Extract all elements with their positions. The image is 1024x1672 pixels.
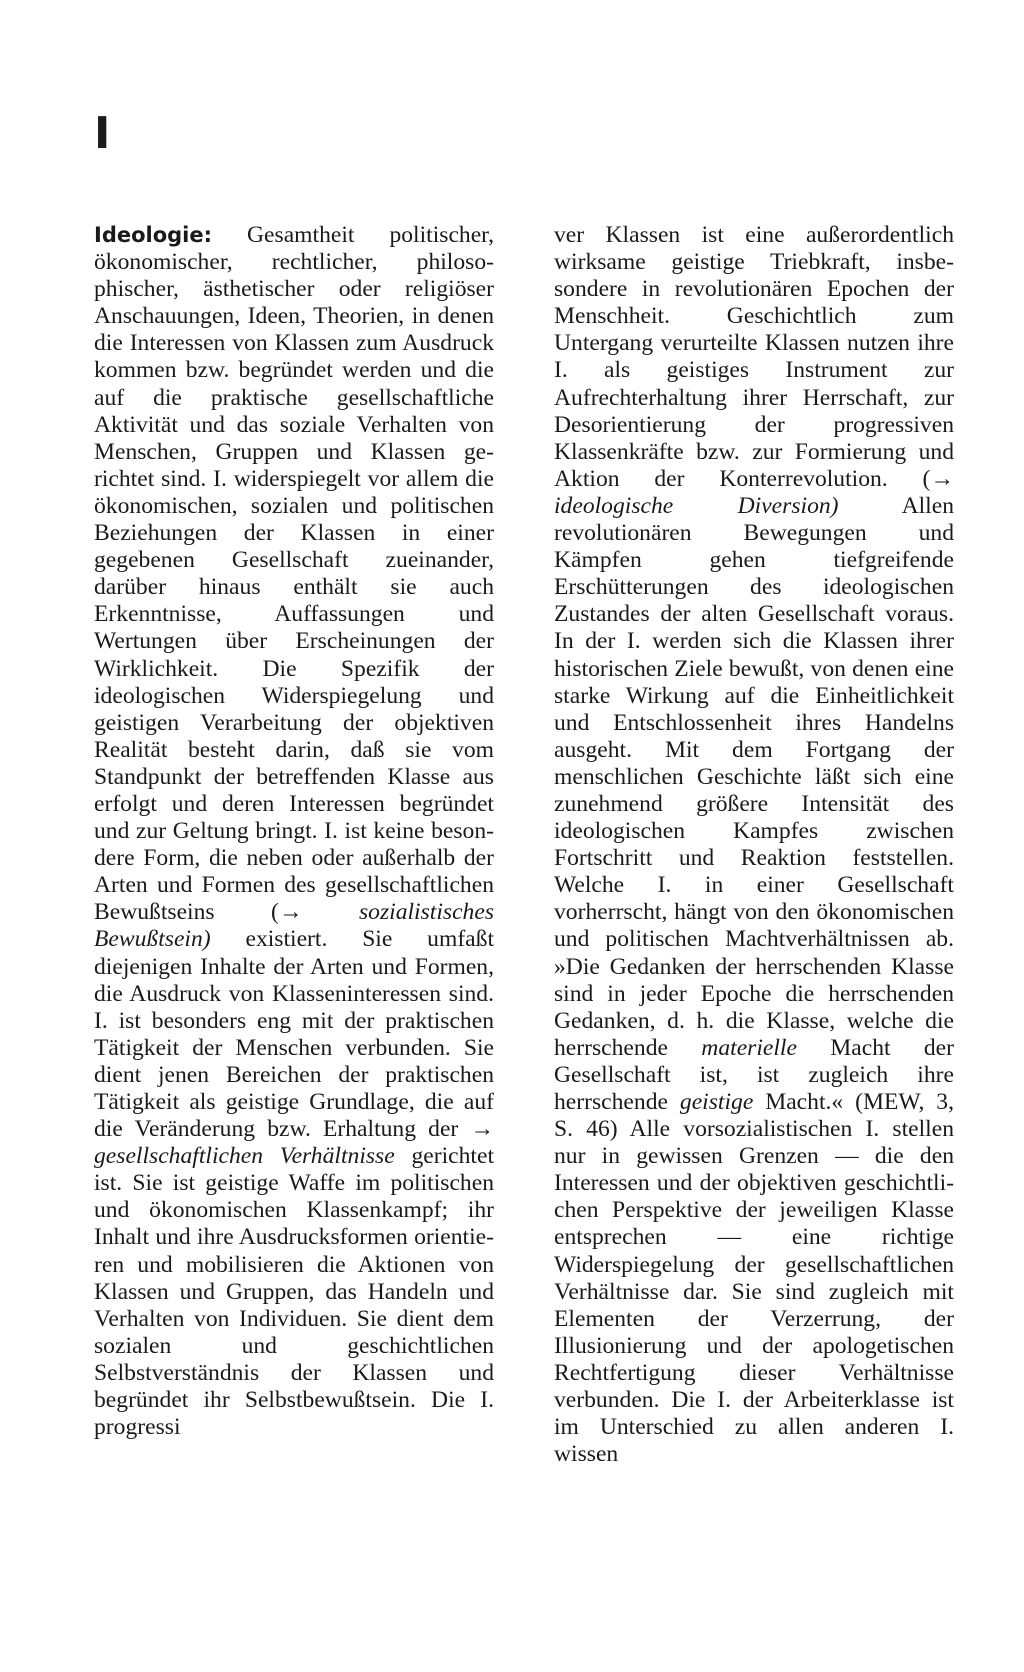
cross-reference-arrow-icon: → — [930, 465, 954, 492]
text-segment: Macht.« (MEW, 3, S. 46) Alle vorsozialistischen I. stellen nur in gewissen Grenzen — die den Interessen und der objektiven geschichtlichen Perspektive der jeweiligen Klasse entsprechen — eine richtige Widerspiegelung der gesellschaftlichen Verhältnisse dar. Sie sind zugleich mit Elementen der Verzerrung, der Illusionierung und der apologetischen Rechtfertigung dieser Verhältnisse verbunden. Die I. der Arbeiterklasse ist im Unterschied zu allen anderen I. wissen — [554, 1089, 954, 1468]
text-segment: Allen revolutionären Bewegungen und Kämpfen gehen tiefgreifende Erschütterungen des ideologischen Zustandes der alten Gesellschaft voraus. In der I. werden sich die Klassen ihrer historischen Ziele bewußt, von denen eine starke Wirkung auf die Einheitlichkeit und Entschlossenheit ihres Handelns ausgeht. Mit dem Fortgang der menschlichen Geschichte läßt sich eine zunehmend größere Intensität des ideologischen Kampfes zwischen Fortschritt und Reaktion feststellen. Welche I. in einer Gesellschaft vorherrscht, hängt von den ökonomischen und politischen Machtverhältnissen ab. »Die Gedanken der herrschenden Klasse sind in jeder Epoche die herrschenden Gedanken, d. h. die Klasse, welche die herrschende — [554, 492, 954, 1061]
text-segment: Macht der Gesellschaft ist, ist zugleich ihre herrschende — [554, 1034, 954, 1115]
text-columns — [94, 222, 954, 1468]
cross-reference[interactable]: sozialistisches Bewußtsein) — [94, 899, 495, 953]
emphasis: materielle — [701, 1034, 797, 1061]
text-segment: ver Klassen ist eine außerordentlich wirksame geistige Triebkraft, insbesondere in revolutionären Epochen der Menschheit. Geschichtlich zum Untergang verurteilte Klassen nutzen ihre I. als geistiges Instrument zur Aufrechterhaltung ihrer Herrschaft, zur Desorientierung der progressiven Klassenkräfte bzw. zur Formierung und Aktion der Konterrevolution. ( — [554, 222, 954, 492]
emphasis: geistige — [679, 1089, 754, 1115]
cross-reference[interactable]: ideologische Diversion) — [554, 492, 839, 519]
right-column — [554, 222, 954, 1468]
entry-paragraph-part-1 — [94, 222, 494, 1441]
left-column — [94, 222, 494, 1468]
cross-reference-arrow-icon: → — [470, 1116, 494, 1143]
entry-paragraph-part-2 — [554, 222, 954, 1468]
entry-headword: Ideologie: — [94, 223, 213, 247]
text-segment: gerichtet ist. Sie ist geistige Waffe im politischen und ökonomischen Klassenkampf; ihr Inhalt und ihre Ausdrucksformen orientieren und mobilisieren die Aktionen von Klassen und Gruppen, das Handeln und Verhalten von Individuen. Sie dient dem sozialen und geschichtlichen Selbstverständnis der Klassen und begründet ihr Selbstbewußtsein. Die I. progressi — [94, 1143, 495, 1441]
text-segment: existiert. Sie umfaßt diejenigen Inhalte der Arten und Formen, die Ausdruck von Klasseninteressen sind. I. ist besonders eng mit der praktischen Tätigkeit der Menschen verbunden. Sie dient jenen Bereichen der praktischen Tätigkeit als geistige Grundlage, die auf die Veränderung bzw. Erhaltung der — [94, 926, 494, 1143]
cross-reference[interactable]: gesellschaftlichen Verhältnisse — [94, 1143, 395, 1170]
cross-reference-arrow-icon: → — [278, 899, 303, 926]
text-segment: Gesamtheit politischer, ökonomischer, rechtlicher, philosophischer, ästhetischer oder religiöser Anschauungen, Ideen, Theorien, in denen die Interessen von Klassen zum Ausdruck kommen bzw. begründet werden und die auf die praktische gesellschaftliche Aktivität und das soziale Verhalten von Menschen, Gruppen und Klassen gerichtet sind. I. widerspiegelt vor allem die ökonomischen, sozialen und politischen Beziehungen der Klassen in einer gegebenen Gesellschaft zueinander, darüber hinaus enthält sie auch Erkenntnisse, Auffassungen und Wertungen über Erscheinungen der Wirklichkeit. Die Spezifik der ideologischen Widerspiegelung und geistigen Verarbeitung der objektiven Realität besteht darin, daß sie vom Standpunkt der betreffenden Klasse aus erfolgt und deren Interessen begründet und zur Geltung bringt. I. ist keine besondere Form, die neben oder außerhalb der Arten und Formen des gesellschaftlichen Bewußtseins ( — [94, 222, 494, 926]
section-letter: I — [94, 108, 111, 159]
